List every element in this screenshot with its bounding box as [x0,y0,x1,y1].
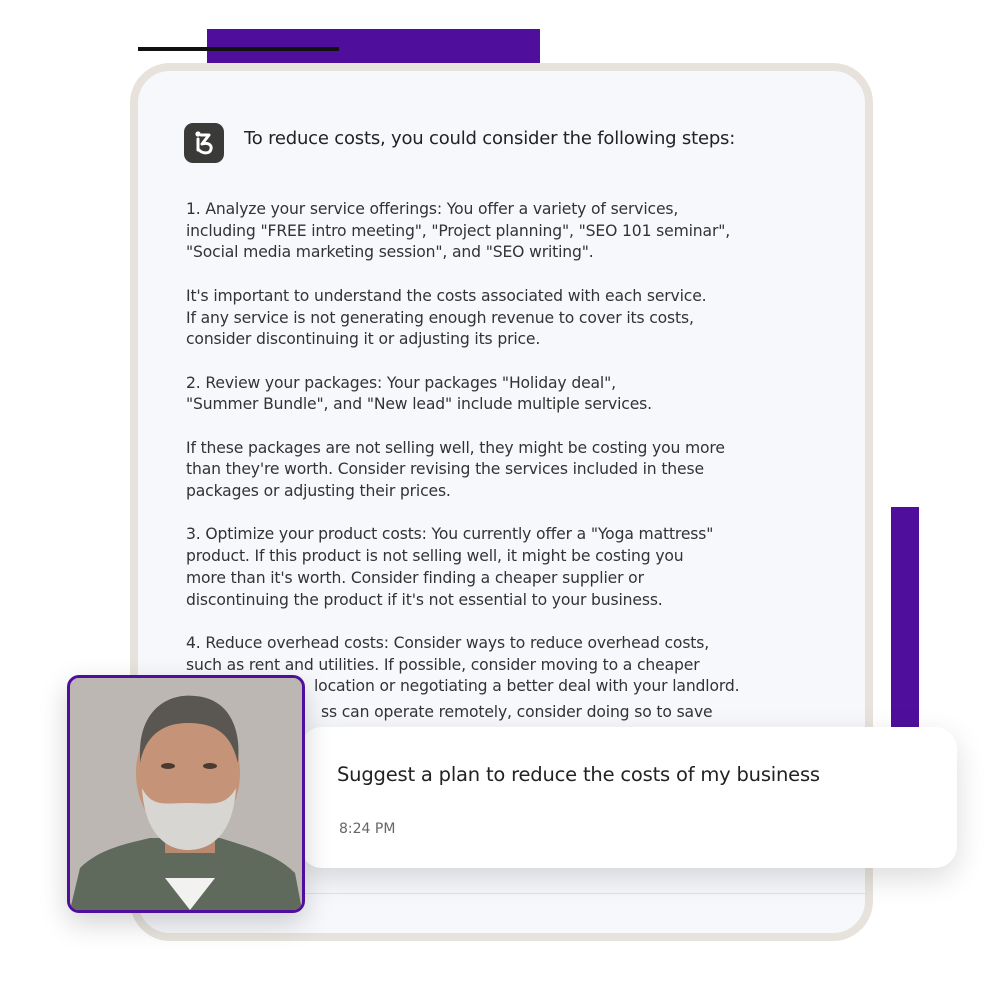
response-line: "Social media marketing session", and "SEO writing". [186,243,594,262]
brand-logo-icon [184,123,224,163]
response-line: If any service is not generating enough revenue to cover its costs, [186,308,694,327]
decorative-purple-bar-side [891,507,919,732]
response-line: packages or adjusting their prices. [186,482,451,501]
response-line: than they're worth. Consider revising the services included in these [186,460,704,479]
response-line: location or negotiating a better deal with your landlord. [314,677,740,696]
user-message-bubble [300,727,957,868]
response-line: "Summer Bundle", and "New lead" include multiple services. [186,395,652,414]
response-line: 2. Review your packages: Your packages "Holiday deal", [186,373,616,392]
decorative-purple-bar-top [207,29,540,63]
response-line: It's important to understand the costs associated with each service. [186,286,707,305]
response-paragraph [186,199,739,264]
response-line: such as rent and utilities. If possible, consider moving to a cheaper [186,655,700,674]
decorative-black-line [138,47,339,51]
response-line: 3. Optimize your product costs: You currently offer a "Yoga mattress" [186,525,714,544]
response-line: 4. Reduce overhead costs: Consider ways to reduce overhead costs, [186,633,710,652]
response-paragraph [186,438,739,503]
response-line: 1. Analyze your service offerings: You offer a variety of services, [186,200,679,218]
assistant-response [186,199,739,720]
response-paragraph [186,286,739,351]
assistant-response-partial-line: ss can operate remotely, consider doing so to save [321,703,713,721]
response-paragraph [186,373,739,416]
response-line: If these packages are not selling well, they might be costing you more [186,438,725,457]
message-timestamp: 8:24 PM [339,821,396,837]
response-line: discontinuing the product if it's not essential to your business. [186,590,663,609]
response-line: including "FREE intro meeting", "Project planning", "SEO 101 seminar", [186,221,731,240]
assistant-heading: To reduce costs, you could consider the following steps: [244,128,736,149]
response-line: more than it's worth. Consider finding a cheaper supplier or [186,568,644,587]
response-line: consider discontinuing it or adjusting its price. [186,330,541,349]
user-avatar [67,675,305,913]
response-line: product. If this product is not selling well, it might be costing you [186,547,684,566]
response-paragraph [186,524,739,611]
user-message-text: Suggest a plan to reduce the costs of my business [337,763,820,786]
